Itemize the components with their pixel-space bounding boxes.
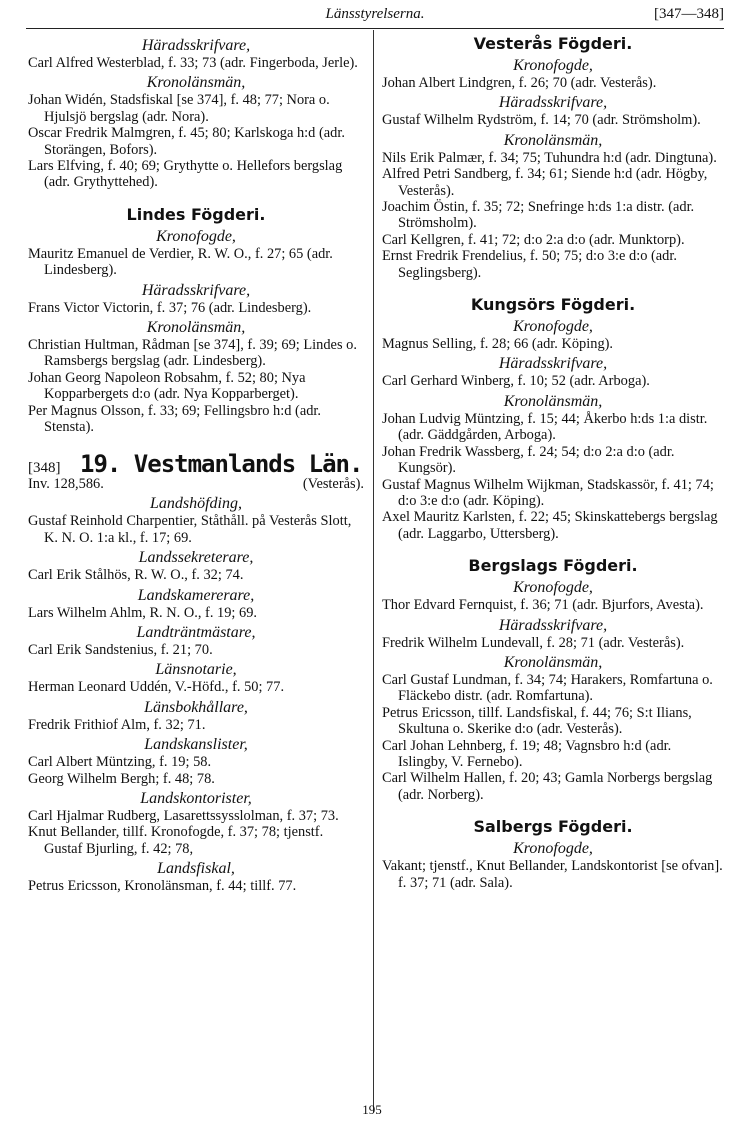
person-entry: Christian Hultman, Rådman [se 374], f. 39; 69; Lindes o. Ramsbergs bergslag (adr. Lindesberg). bbox=[28, 337, 357, 370]
page-number: 195 bbox=[362, 1102, 382, 1117]
column-divider bbox=[373, 30, 374, 1112]
person-entry: Johan Fredrik Wassberg, f. 24; 54; d:o 2:a d:o (adr. Kungsör). bbox=[382, 443, 675, 477]
county-heading bbox=[28, 449, 364, 478]
person-entry: Knut Bellander, tillf. Kronofogde, f. 37; 78; tjenstf. Gustaf Bjurling, f. 42; 78, bbox=[28, 824, 324, 857]
person-entry: Carl Albert Müntzing, f. 19; 58. bbox=[28, 754, 212, 771]
person-entry: Herman Leonard Uddén, V.-Höfd., f. 50; 77. bbox=[28, 679, 285, 696]
person-entry: Thor Edvard Fernquist, f. 36; 71 (adr. Bjurfors, Avesta). bbox=[382, 597, 704, 614]
person-entry: Frans Victor Victorin, f. 37; 76 (adr. Lindesberg). bbox=[28, 299, 312, 316]
role-heading: Kronofogde, bbox=[156, 227, 236, 245]
page-reference: [348] bbox=[28, 459, 61, 476]
district-heading: Vesterås Fögderi. bbox=[473, 34, 633, 53]
role-heading: Landskanslister, bbox=[144, 736, 248, 754]
role-heading: Kronofogde, bbox=[513, 318, 593, 336]
person-entry: Gustaf Magnus Wilhelm Wijkman, Stadskassör, f. 41; 74; d:o 3:e d:o (adr. Köping). bbox=[382, 476, 714, 509]
person-entry: Ernst Fredrik Frendelius, f. 50; 75; d:o 3:e d:o (adr. Seglingsberg). bbox=[382, 248, 677, 281]
role-heading: Kronofogde, bbox=[513, 579, 593, 597]
left-column bbox=[28, 34, 364, 895]
role-heading: Kronolänsmän, bbox=[503, 392, 603, 410]
person-entry: Georg Wilhelm Bergh; f. 48; 78. bbox=[28, 770, 215, 787]
page-header bbox=[26, 4, 724, 29]
person-entry: Carl Erik Stålhös, R. W. O., f. 32; 74. bbox=[28, 567, 244, 584]
page-range: [347—348] bbox=[654, 6, 724, 22]
county-seat: (Vesterås). bbox=[302, 475, 364, 492]
person-entry: Carl Kellgren, f. 41; 72; d:o 2:a d:o (adr. Munktorp). bbox=[382, 231, 685, 248]
inhabitants-count: Inv. 128,586. bbox=[28, 475, 104, 492]
role-heading: Kronolänsmän, bbox=[146, 319, 246, 337]
person-entry: Gustaf Reinhold Charpentier, Ståthåll. på Vesterås Slott, K. N. O. 1:a kl., f. 17; 69. bbox=[28, 513, 352, 546]
role-heading: Länsbokhållare, bbox=[144, 698, 248, 716]
person-entry: Carl Alfred Westerblad, f. 33; 73 (adr. Fingerboda, Jerle). bbox=[28, 55, 358, 71]
role-heading: Kronolänsmän, bbox=[503, 653, 603, 671]
district-heading: Kungsörs Fögderi. bbox=[470, 295, 636, 315]
person-entry: Johan Albert Lindgren, f. 26; 70 (adr. Vesterås). bbox=[382, 75, 657, 91]
person-entry: Mauritz Emanuel de Verdier, R. W. O., f. 27; 65 (adr. Lindesberg). bbox=[28, 245, 333, 279]
person-entry: Johan Georg Napoleon Robsahm, f. 52; 80; Nya Kopparbergets d:o (adr. Nya Kopparberget). bbox=[28, 369, 306, 403]
role-heading: Kronolänsmän, bbox=[146, 74, 246, 92]
person-entry: Carl Hjalmar Rudberg, Lasarettssysslolman, f. 37; 73. bbox=[28, 807, 339, 824]
role-heading: Landshöfding, bbox=[149, 495, 242, 513]
person-entry: Fredrik Wilhelm Lundevall, f. 28; 71 (adr. Vesterås). bbox=[382, 634, 685, 651]
person-entry: Nils Erik Palmær, f. 34; 75; Tuhundra h:d (adr. Dingtuna). bbox=[382, 149, 717, 166]
role-heading: Landssekreterare, bbox=[138, 549, 254, 567]
person-entry: Johan Widén, Stadsfiskal [se 374], f. 48; 77; Nora o. Hjulsjö bergslag (adr. Nora). bbox=[28, 92, 330, 125]
person-entry: Carl Johan Lehnberg, f. 19; 48; Vagnsbro h:d (adr. Islingby, V. Fernebo). bbox=[382, 737, 672, 770]
person-entry: Oscar Fredrik Malmgren, f. 45; 80; Karlskoga h:d (adr. Storängen, Bofors). bbox=[28, 125, 345, 158]
person-entry: Vakant; tjenstf., Knut Bellander, Landskontorist [se ofvan]. f. 37; 71 (adr. Sala). bbox=[382, 858, 723, 891]
role-heading: Landsfiskal, bbox=[157, 860, 235, 878]
person-entry: Axel Mauritz Karlsten, f. 22; 45; Skinskattebergs bergslag (adr. Laggarbo, Uttersberg). bbox=[382, 509, 718, 542]
person-entry: Petrus Ericsson, Kronolänsman, f. 44; tillf. 77. bbox=[28, 878, 297, 895]
role-heading: Landskamererare, bbox=[137, 586, 255, 604]
role-heading: Kronofogde, bbox=[513, 57, 593, 74]
person-entry: Carl Gustaf Lundman, f. 34; 74; Harakers, Romfartuna o. Fläckebo distr. (adr. Romfartuna). bbox=[382, 671, 713, 705]
person-entry: Magnus Selling, f. 28; 66 (adr. Köping). bbox=[382, 336, 614, 353]
right-column bbox=[382, 34, 724, 891]
role-heading: Kronofogde, bbox=[513, 840, 593, 858]
role-heading: Landskontorister, bbox=[140, 789, 252, 807]
running-title: Länsstyrelserna. bbox=[325, 6, 425, 22]
person-entry: Carl Gerhard Winberg, f. 10; 52 (adr. Arboga). bbox=[382, 373, 650, 390]
role-heading: Häradsskrifvare, bbox=[498, 616, 608, 634]
district-heading: Lindes Fögderi. bbox=[126, 204, 266, 224]
role-heading: Häradsskrifvare, bbox=[498, 94, 608, 112]
inhabitants-line bbox=[28, 476, 364, 492]
person-entry: Lars Elfving, f. 40; 69; Grythytte o. Hellefors bergslag (adr. Grythyttehed). bbox=[28, 158, 343, 191]
role-heading: Kronolänsmän, bbox=[503, 131, 603, 149]
person-entry: Lars Wilhelm Ahlm, R. N. O., f. 19; 69. bbox=[28, 604, 257, 621]
role-heading: Häradsskrifvare, bbox=[141, 37, 251, 54]
role-heading: Häradsskrifvare, bbox=[141, 281, 251, 299]
person-entry: Petrus Ericsson, tillf. Landsfiskal, f. 44; 76; S:t Ilians, Skultuna o. Skerike d:o (adr. Vesterås). bbox=[382, 704, 692, 738]
person-entry: Johan Ludvig Müntzing, f. 15; 44; Åkerbo h:ds 1:a distr. (adr. Gäddgården, Arboga). bbox=[382, 410, 708, 444]
person-entry: Per Magnus Olsson, f. 33; 69; Fellingsbro h:d (adr. Stensta). bbox=[28, 402, 321, 436]
role-heading: Häradsskrifvare, bbox=[498, 355, 608, 373]
district-heading: Salbergs Fögderi. bbox=[473, 817, 633, 837]
county-title: 19. Vestmanlands Län. bbox=[80, 449, 363, 478]
person-entry: Gustaf Wilhelm Rydström, f. 14; 70 (adr. Strömsholm). bbox=[382, 112, 701, 129]
role-heading: Länsnotarie, bbox=[155, 661, 237, 679]
person-entry: Fredrik Frithiof Alm, f. 32; 71. bbox=[28, 716, 206, 733]
person-entry: Carl Erik Sandstenius, f. 21; 70. bbox=[28, 641, 213, 658]
district-heading: Bergslags Fögderi. bbox=[468, 556, 638, 576]
role-heading: Landträntmästare, bbox=[136, 623, 256, 641]
person-entry: Alfred Petri Sandberg, f. 34; 61; Siende h:d (adr. Högby, Vesterås). bbox=[382, 166, 708, 199]
person-entry: Joachim Östin, f. 35; 72; Snefringe h:ds 1:a distr. (adr. Strömsholm). bbox=[382, 199, 695, 232]
person-entry: Carl Wilhelm Hallen, f. 20; 43; Gamla Norbergs bergslag (adr. Norberg). bbox=[382, 770, 713, 803]
